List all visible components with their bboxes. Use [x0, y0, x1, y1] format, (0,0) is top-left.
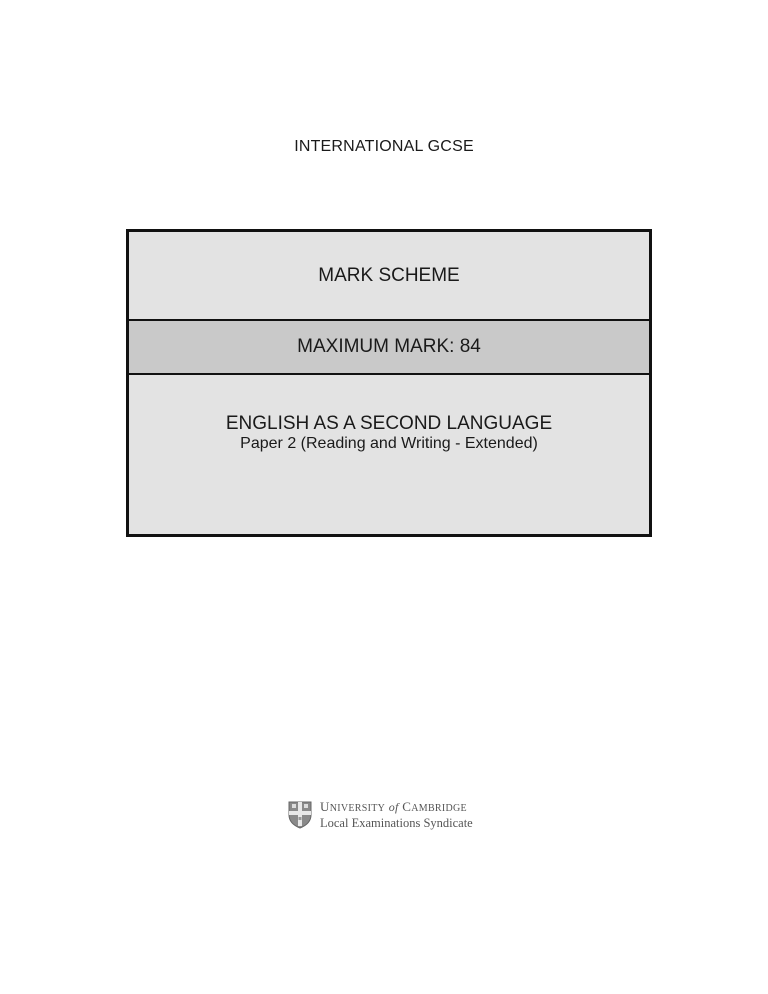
- cambridge-logo: [288, 800, 473, 830]
- syndicate-name: Local Examinations Syndicate: [320, 816, 473, 830]
- maximum-mark-band: MAXIMUM MARK: 84: [129, 319, 649, 375]
- title-box: [126, 229, 652, 537]
- cambridge-shield-icon: [288, 801, 312, 829]
- subject-section: [129, 375, 649, 534]
- mark-scheme-label: MARK SCHEME: [318, 264, 460, 286]
- document-header: INTERNATIONAL GCSE: [294, 138, 474, 155]
- university-name: UNIVERSITY of CAMBRIDGE: [320, 799, 467, 814]
- paper-title: Paper 2 (Reading and Writing - Extended): [240, 435, 538, 452]
- subject-title: ENGLISH AS A SECOND LANGUAGE: [225, 413, 553, 434]
